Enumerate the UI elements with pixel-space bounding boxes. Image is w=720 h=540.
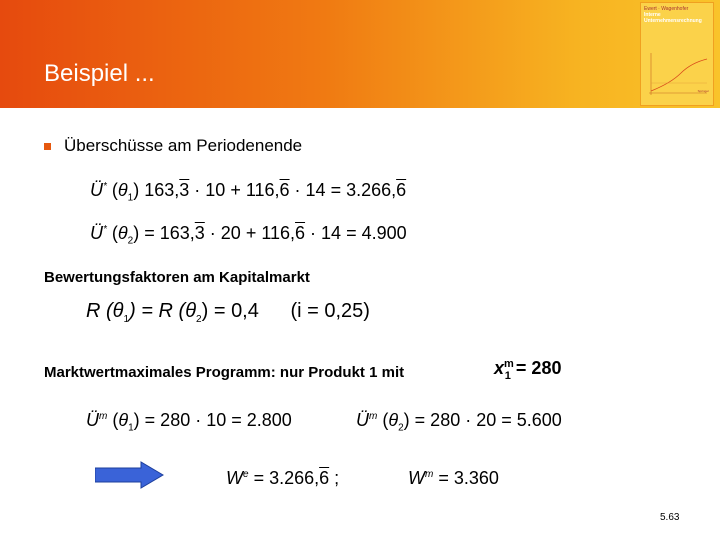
formula-part: ) = 0,4: [201, 300, 259, 322]
heading-marktwertmaximal: Marktwertmaximales Programm: nur Produkt 1 mit: [44, 364, 405, 381]
formula-symbol: x: [494, 358, 505, 378]
formula-w-e: [226, 468, 339, 489]
slide-title: Beispiel ...: [44, 60, 155, 87]
formula-u-star-2: Ü* $(\theta_2) = 163,3 \cdot 20 + 116,6 \cdot 14 = 4.900$: [90, 223, 407, 247]
bullet-marker: [44, 143, 51, 150]
formula-sup: *: [103, 181, 107, 192]
formula-part: 163,: [144, 180, 180, 200]
formula-x-m: [494, 358, 561, 382]
formula-sup: m: [99, 411, 108, 422]
formula-symbol: Ü: [86, 410, 99, 430]
formula-part: = 163,: [144, 223, 195, 243]
heading-bewertungsfaktoren: Bewertungsfaktoren am Kapitalmarkt: [44, 269, 310, 286]
formula-symbol: Ü: [356, 410, 369, 430]
formula-sup: m: [369, 411, 378, 422]
formula-sub: 1: [123, 314, 130, 325]
formula-part: · 14 = 4.900: [305, 223, 407, 243]
formula-part: ;: [329, 468, 340, 488]
formula-part: · 14 = 3.266,: [289, 180, 397, 200]
book-title-line2: Unternehmensrechnung: [644, 18, 702, 24]
formula-symbol: W: [408, 468, 425, 488]
formula-part: R (θ: [86, 300, 124, 322]
formula-sup: *: [103, 224, 107, 235]
formula-sub: 2: [398, 422, 404, 434]
formula-u-m-2: $Ü^m$ $(\theta_2) = 280 \cdot 20 = 5.600$: [356, 410, 562, 434]
right-arrow-icon: [95, 461, 165, 489]
formula-symbol: W: [226, 468, 243, 488]
bullet-text: Überschüsse am Periodenende: [64, 136, 303, 155]
formula-period-digit: 6: [319, 468, 330, 488]
formula-r: [86, 300, 370, 325]
formula-part: = 3.266,: [248, 468, 320, 488]
slide-page-number: 5.63: [660, 512, 680, 523]
formula-sup: m: [425, 469, 434, 480]
formula-part: = 280 · 10 = 2.800: [139, 410, 292, 430]
formula-u-star-1: Ü* $(\theta_1) 163,3 \cdot 10 + 116,6 \cdot 14 = 3.266,6$: [90, 180, 407, 204]
formula-sup: e: [243, 469, 249, 480]
formula-period-digit: 3: [179, 180, 190, 200]
formula-u-m-1: $Ü^m$ $(\theta_1) = 280 \cdot 10 = 2.800$: [86, 410, 292, 434]
formula-period-digit: 6: [396, 180, 407, 200]
formula-sub: 1: [127, 192, 134, 204]
book-publisher: Springer: [697, 89, 709, 93]
formula-sub: 1: [504, 369, 511, 382]
book-author: Ewert · Wagenhofer: [644, 6, 689, 12]
formula-part: = 3.360: [433, 468, 499, 488]
formula-interest-rate: (i = 0,25): [290, 300, 370, 322]
formula-part: ) = R (θ: [129, 300, 197, 322]
formula-sub: 1: [128, 422, 134, 434]
formula-w-m: [408, 468, 499, 489]
slide-header: [0, 0, 720, 108]
formula-sup: m: [504, 358, 514, 370]
formula-part: · 20 + 116,: [204, 223, 296, 243]
formula-symbol: Ü: [90, 223, 103, 243]
formula-part: · 10 + 116,: [189, 180, 280, 200]
book-title-line1: Interne: [644, 12, 661, 18]
formula-part: = 280 · 20 = 5.600: [409, 410, 562, 430]
formula-period-digit: 3: [194, 223, 205, 243]
formula-symbol: Ü: [90, 180, 103, 200]
formula-part: = 280: [510, 358, 562, 378]
formula-sub: 2: [127, 235, 134, 247]
book-cover-image: [640, 2, 714, 106]
formula-period-digit: 6: [295, 223, 306, 243]
formula-period-digit: 6: [279, 180, 290, 200]
formula-sub: 2: [196, 314, 202, 325]
